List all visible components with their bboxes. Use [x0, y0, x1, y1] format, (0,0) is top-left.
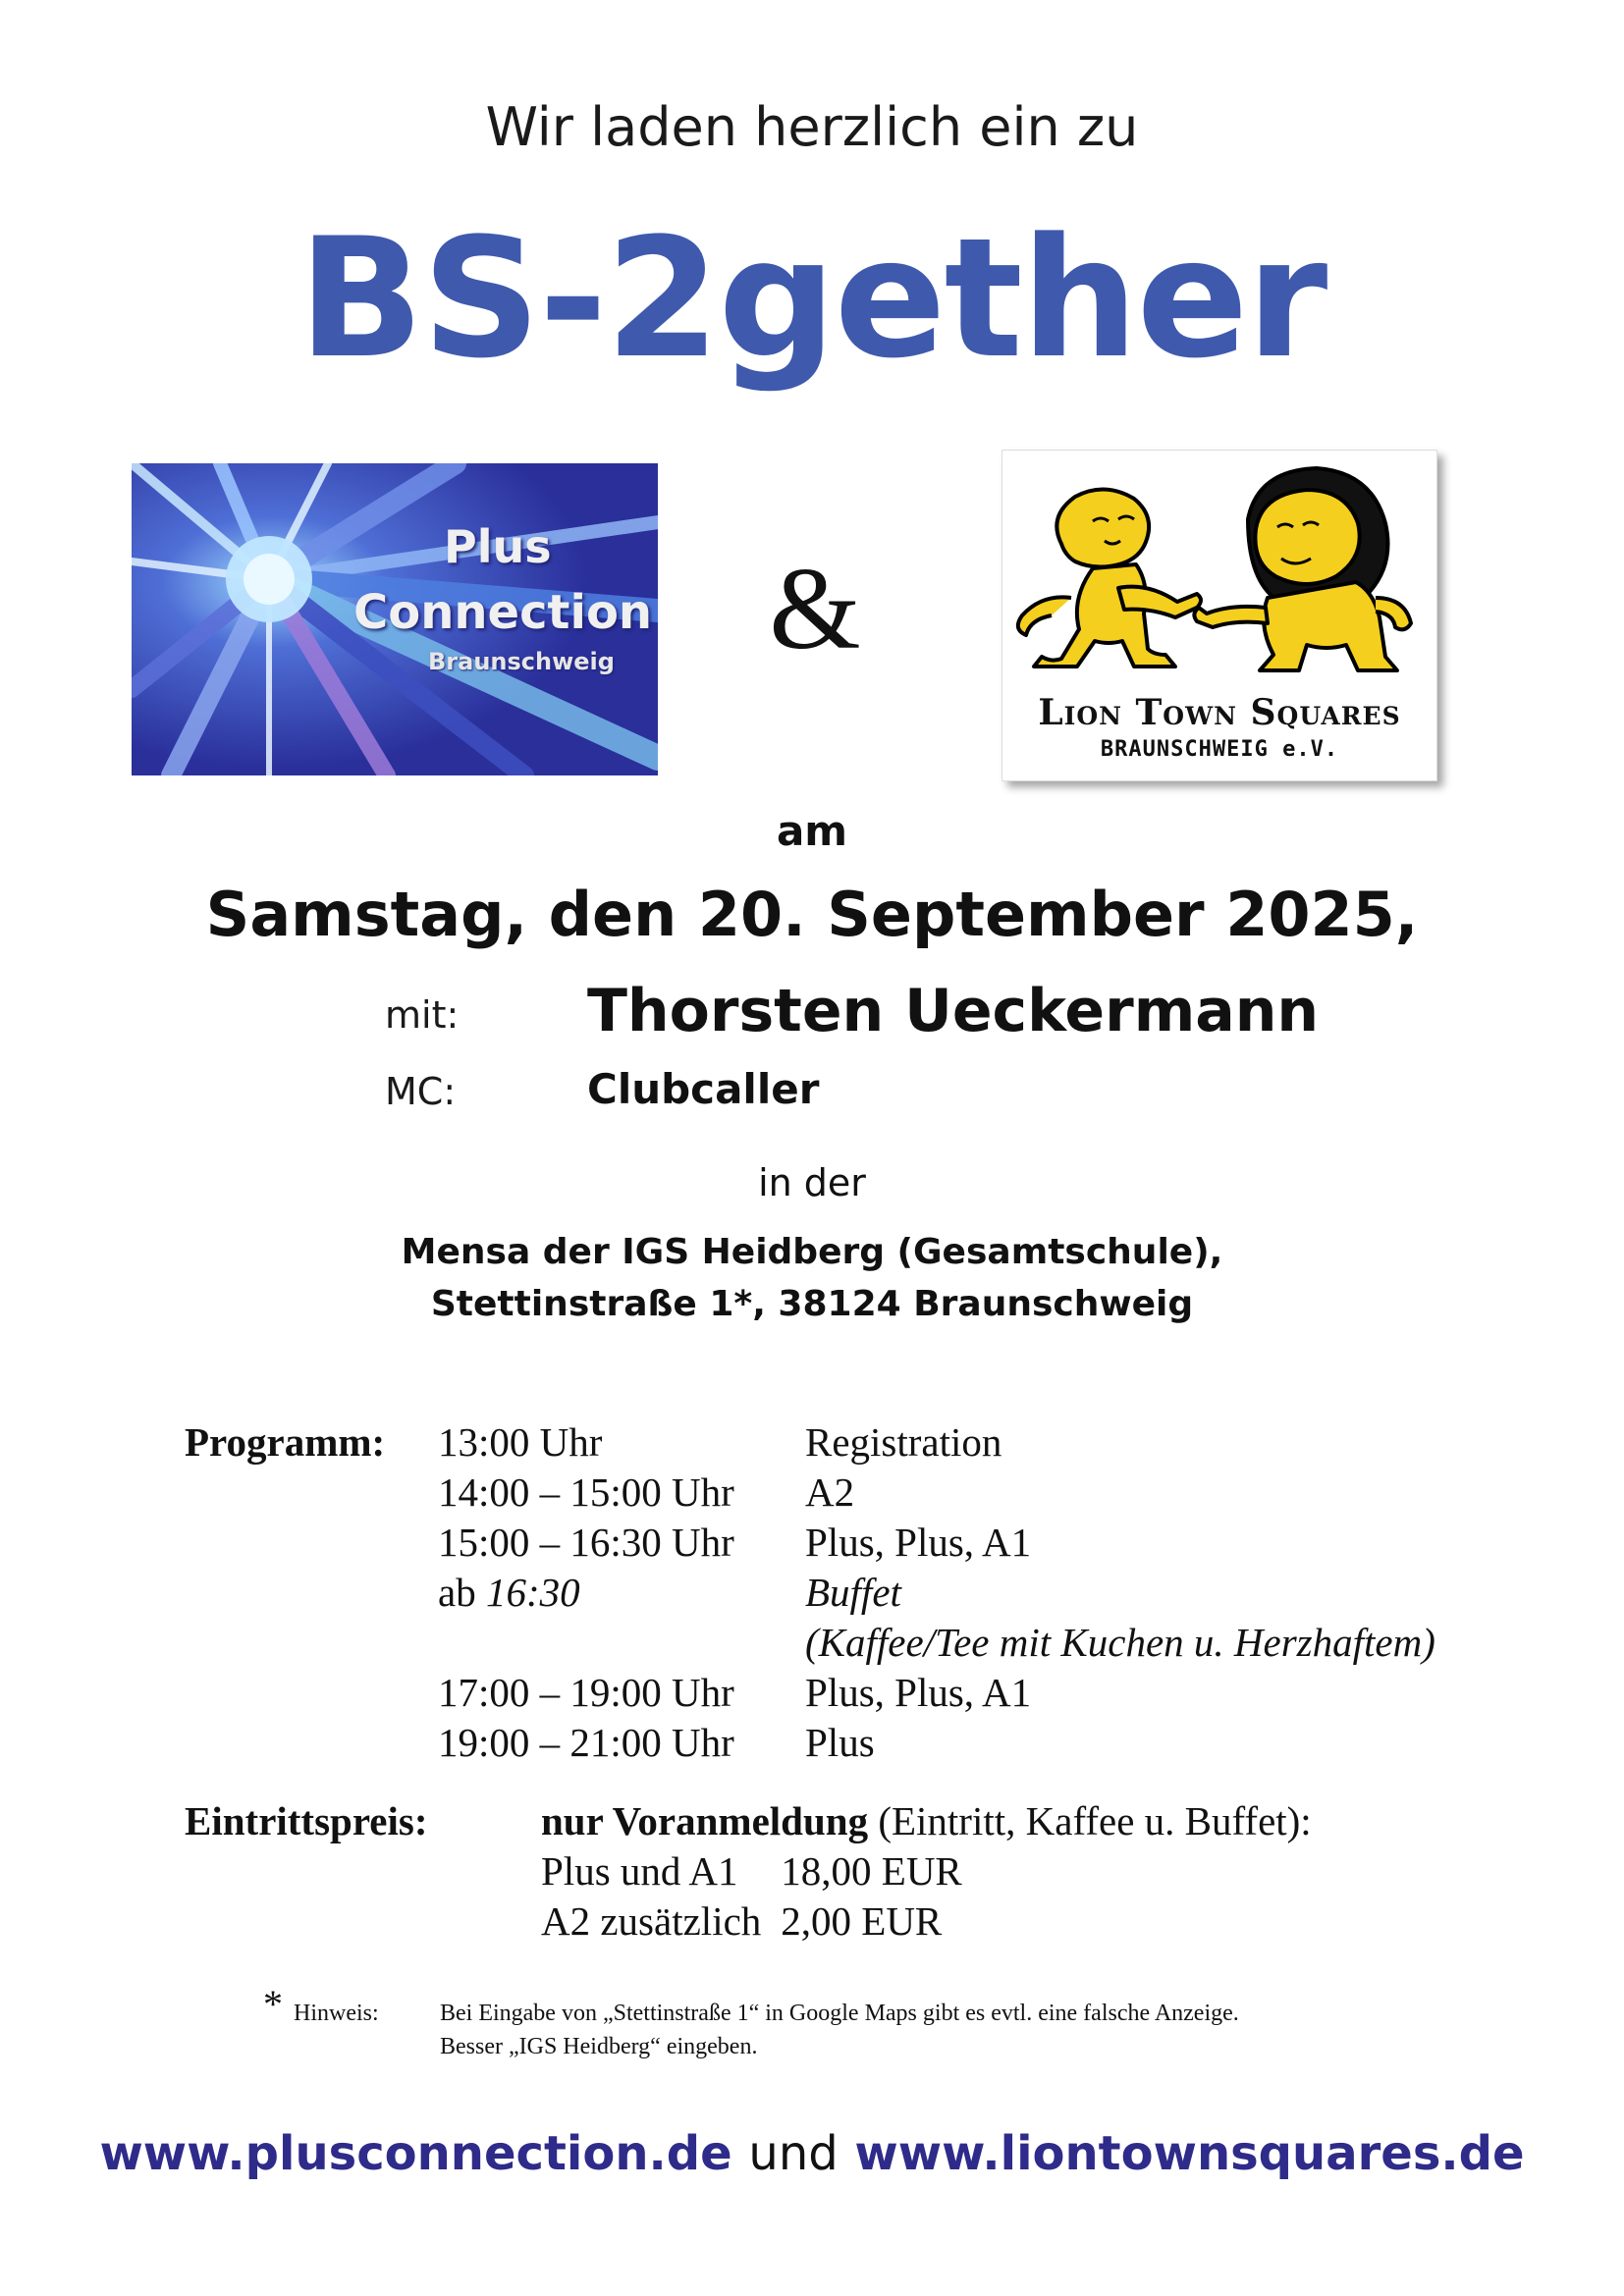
program-row [438, 1568, 1435, 1618]
price-heading [541, 1796, 1312, 1846]
footer-und: und [748, 2126, 839, 2181]
program-row [438, 1468, 1435, 1518]
hint-asterisk: * [263, 1982, 283, 2026]
event-date: Samstag, den 20. September 2025, [205, 879, 1419, 950]
venue-prefix: in der [758, 1161, 866, 1204]
price-row [541, 1846, 962, 1896]
price-value: 18,00 EUR [781, 1848, 962, 1894]
program-time: 14:00 – 15:00 Uhr [438, 1469, 734, 1515]
mc-name: Clubcaller [587, 1065, 820, 1113]
price-name: A2 zusätzlich [541, 1898, 762, 1944]
lion-town-squares-logo-text-city: BRAUNSCHWEIG e.V. [1100, 737, 1339, 762]
caller-label: mit: [385, 993, 460, 1037]
program-row [438, 1518, 1435, 1568]
program-activity: (Kaffee/Tee mit Kuchen u. Herzhaftem) [805, 1620, 1435, 1665]
plus-connection-logo-text-plus: Plus [444, 520, 552, 573]
program-activity: Buffet [805, 1570, 901, 1615]
plus-connection-logo [132, 463, 658, 775]
hint-text-line1: Bei Eingabe von „Stettinstraße 1“ in Google Maps gibt es evtl. eine falsche Anzeige. [440, 2001, 1239, 2026]
hint-text-line2: Besser „IGS Heidberg“ eingeben. [440, 2034, 758, 2059]
event-title: BS-2gether [298, 202, 1326, 395]
program-activity: Plus, Plus, A1 [805, 1670, 1032, 1715]
venue-address: Stettinstraße 1*, 38124 Braunschweig [430, 1284, 1194, 1324]
program-row [438, 1618, 1435, 1668]
program-label: Programm: [185, 1419, 386, 1465]
venue-name: Mensa der IGS Heidberg (Gesamtschule), [401, 1232, 1223, 1272]
price-heading-bold: nur Voranmeldung [541, 1798, 869, 1843]
program-activity: A2 [805, 1469, 855, 1515]
price-list [541, 1846, 962, 1947]
program-time: 13:00 Uhr [438, 1419, 603, 1465]
program-activity: Plus, Plus, A1 [805, 1520, 1032, 1565]
program-schedule [438, 1417, 1435, 1768]
plus-connection-logo-text-connection: Connection [353, 585, 653, 640]
mc-label: MC: [385, 1070, 457, 1113]
ampersand: & [769, 543, 861, 673]
program-time-italic: 16:30 [485, 1570, 580, 1615]
program-time [438, 1568, 805, 1618]
price-name: Plus und A1 [541, 1848, 738, 1894]
hint-label: Hinweis: [294, 2001, 379, 2026]
program-time [438, 1618, 805, 1668]
plus-connection-logo-text-city: Braunschweig [428, 648, 615, 675]
program-row [438, 1668, 1435, 1718]
footer-links [0, 2126, 1624, 2181]
price-label: Eintrittspreis: [185, 1798, 428, 1843]
caller-name: Thorsten Ueckermann [587, 977, 1320, 1045]
program-row [438, 1718, 1435, 1768]
program-activity: Registration [805, 1419, 1002, 1465]
program-time-prefix: ab [438, 1570, 476, 1615]
program-activity: Plus [805, 1720, 875, 1765]
program-time: 19:00 – 21:00 Uhr [438, 1720, 734, 1765]
date-prefix: am [776, 807, 848, 855]
lion-dancers-illustration [1002, 451, 1436, 686]
link-plusconnection[interactable]: www.plusconnection.de [99, 2126, 732, 2181]
program-time: 15:00 – 16:30 Uhr [438, 1520, 734, 1565]
program-time: 17:00 – 19:00 Uhr [438, 1670, 734, 1715]
price-row [541, 1896, 962, 1947]
price-value: 2,00 EUR [781, 1898, 943, 1944]
lion-town-squares-logo [1001, 450, 1437, 781]
program-row [438, 1417, 1435, 1468]
invitation-line: Wir laden herzlich ein zu [485, 96, 1139, 158]
lion-town-squares-logo-text-name: Lion Town Squares [1038, 692, 1401, 733]
price-heading-rest: (Eintritt, Kaffee u. Buffet): [878, 1798, 1312, 1843]
link-liontownsquares[interactable]: www.liontownsquares.de [854, 2126, 1525, 2181]
